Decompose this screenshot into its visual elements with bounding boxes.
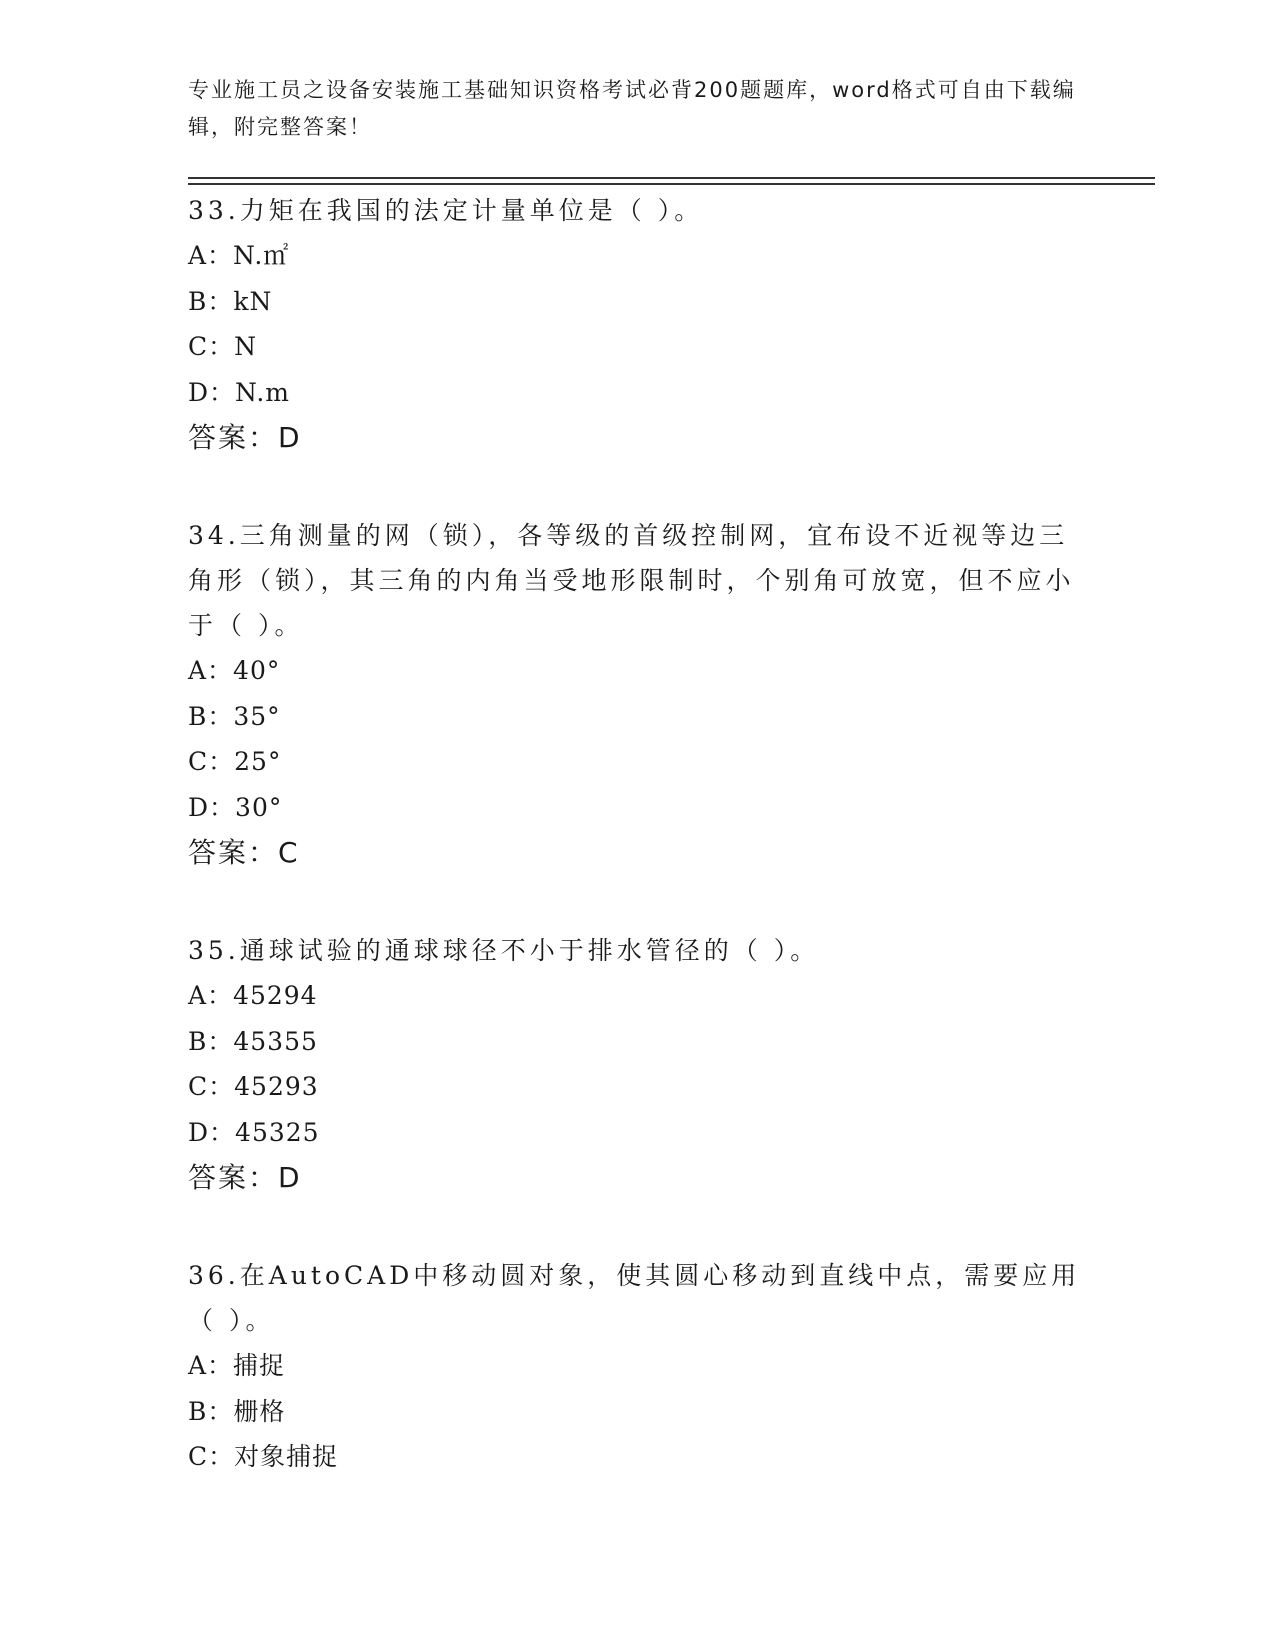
option-d: D：30°: [188, 792, 283, 822]
option-c: C：N: [188, 332, 258, 361]
answer-label: 答案：D: [188, 1161, 302, 1194]
question-33: [188, 188, 1088, 461]
question-34: [188, 513, 1088, 876]
option-a: A：N.㎡: [188, 241, 290, 270]
question-35: [188, 928, 1088, 1201]
question-text: 35.通球试验的通球球径不小于排水管径的（ ）。: [188, 936, 820, 965]
option-a: A：45294: [188, 981, 318, 1010]
option-b: B：kN: [188, 286, 273, 316]
option-c: C：45293: [188, 1072, 319, 1101]
option-b: B：45355: [188, 1026, 318, 1056]
answer-label: 答案：D: [188, 421, 302, 454]
header-rule-top: [188, 177, 1155, 179]
option-a: A：40°: [188, 656, 281, 685]
question-text: 36.在AutoCAD中移动圆对象，使其圆心移动到直线中点，需要应用（ ）。: [188, 1261, 1081, 1335]
option-b: B：35°: [188, 701, 281, 731]
option-d: D：45325: [188, 1117, 320, 1147]
option-b: B：栅格: [188, 1396, 286, 1426]
option-d: D：N.m: [188, 377, 290, 407]
question-text: 33.力矩在我国的法定计量单位是（ ）。: [188, 196, 704, 225]
option-a: A：捕捉: [188, 1351, 286, 1380]
answer-label: 答案：C: [188, 836, 300, 869]
option-c: C：对象捕捉: [188, 1442, 339, 1471]
option-c: C：25°: [188, 747, 282, 776]
question-36: [188, 1253, 1088, 1480]
question-list: [188, 188, 1088, 1480]
header-rule-bottom: [188, 183, 1155, 185]
page-title: 专业施工员之设备安装施工基础知识资格考试必背200题题库，word格式可自由下载编辑，附完整答案！: [188, 78, 1076, 139]
question-text: 34.三角测量的网（锁），各等级的首级控制网，宜布设不近视等边三角形（锁），其三角的内角当受地形限制时，个别角可放宽，但不应小于（ ）。: [188, 521, 1075, 640]
